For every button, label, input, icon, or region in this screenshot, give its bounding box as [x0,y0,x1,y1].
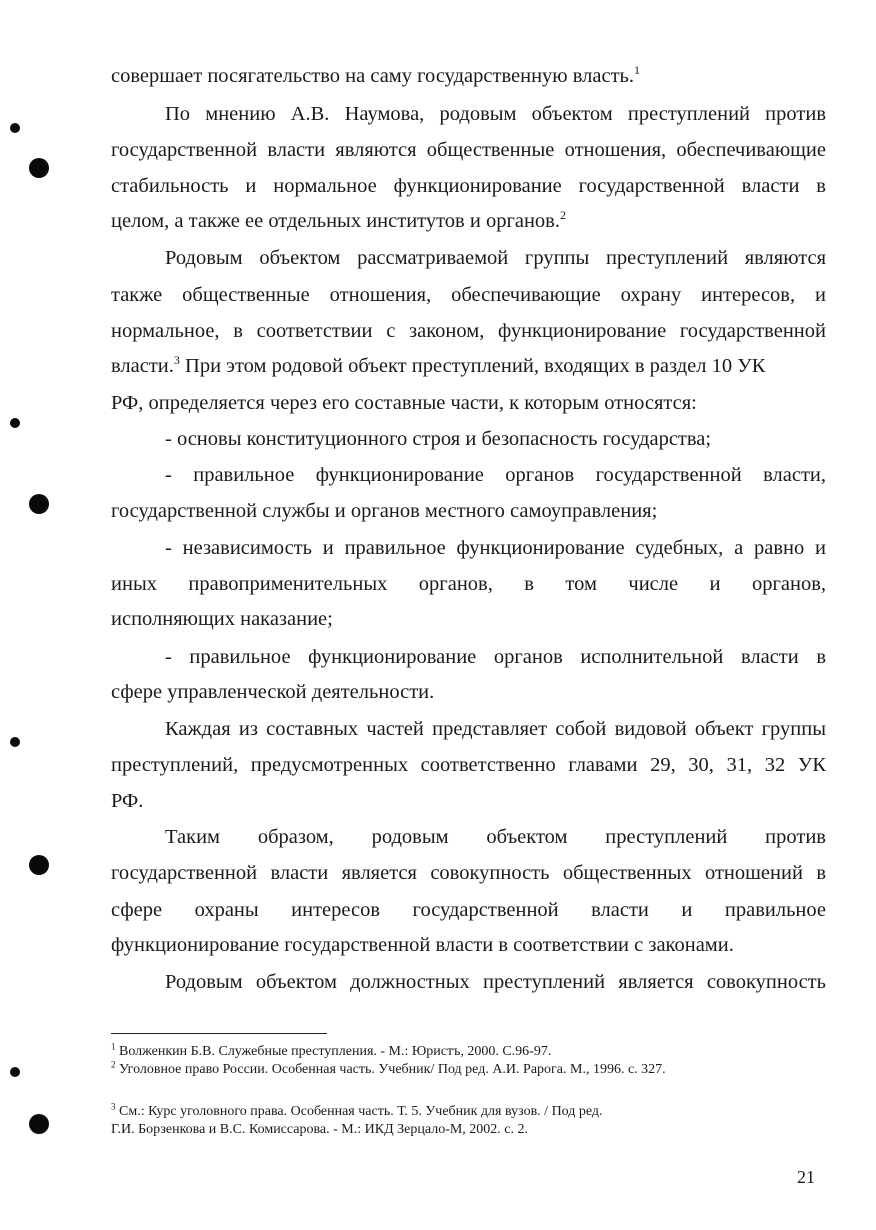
footnote-separator [111,1033,327,1034]
text-line: По мнению А.В. Наумова, родовым объектом преступлений против [165,103,826,125]
text-line: РФ, определяется через его составные части, к которым относятся: [111,392,697,414]
text-line: РФ. [111,790,144,812]
footnote: $^1$ Волженкин Б.В. Служебные преступления. - М.: Юристъ, 2000. С.96-97. [111,1041,552,1059]
punch-hole [29,494,49,514]
text-line: совершает посягательство на саму государственную власть.$^1$ [111,63,641,87]
text-line: государственной власти является совокупность общественных отношений в [111,862,826,884]
text-line: функционирование государственной власти в соответствии с законами. [111,934,734,956]
punch-hole [29,855,49,875]
punch-hole [29,158,49,178]
text-line: государственной власти являются общественные отношения, обеспечивающие [111,139,826,161]
footnote-ref: 3 [173,353,180,368]
text-line: целом, а также ее отдельных институтов и органов.$^2$ [111,208,566,232]
text-line: нормальное, в соответствии с законом, функционирование государственной [111,320,826,342]
text-line: - независимость и правильное функционирование судебных, а равно и [165,537,826,559]
punch-hole-small [10,418,20,428]
footnote-ref: 1 [634,63,641,78]
text-line: Родовым объектом должностных преступлений является совокупность [165,971,826,993]
text-line: иных правоприменительных органов, в том числе и органов, [111,573,826,595]
text-line: исполняющих наказание; [111,608,333,630]
punch-hole [29,1114,49,1134]
text-line: - правильное функционирование органов государственной власти, [165,464,826,486]
footnote: $^2$ Уголовное право России. Особенная часть. Учебник/ Под ред. А.И. Рарога. М., 1996. с. 327. [111,1059,666,1077]
text-line: Родовым объектом рассматриваемой группы преступлений являются [165,247,826,269]
punch-hole-small [10,1067,20,1077]
text-line: Каждая из составных частей представляет собой видовой объект группы [165,718,826,740]
punch-hole-small [10,737,20,747]
text-line: также общественные отношения, обеспечивающие охрану интересов, и [111,284,826,306]
text-line: - правильное функционирование органов исполнительной власти в [165,646,826,668]
footnote-ref: 2 [560,208,566,223]
text-line: преступлений, предусмотренных соответственно главами 29, 30, 31, 32 УК [111,754,826,776]
footnote: $^3$ См.: Курс уголовного права. Особенная часть. Т. 5. Учебник для вузов. / Под ред. [111,1101,603,1119]
punch-hole-small [10,123,20,133]
text-line: государственной службы и органов местного самоуправления; [111,500,658,522]
text-line: - основы конституционного строя и безопасность государства; [165,428,712,450]
page-number: 21 [797,1167,815,1187]
text-line: сфере управленческой деятельности. [111,681,435,703]
text-line: стабильность и нормальное функционирование государственной власти в [111,175,826,197]
text-line: власти.$^3$ При этом родовой объект преступлений, входящих в раздел 10 УК [111,353,766,377]
footnote: Г.И. Борзенкова и В.С. Комиссарова. - М.: ИКД Зерцало-М, 2002. с. 2. [111,1122,529,1137]
text-line: сфере охраны интересов государственной власти и правильное [111,899,826,921]
text-line: Таким образом, родовым объектом преступлений против [165,826,826,848]
